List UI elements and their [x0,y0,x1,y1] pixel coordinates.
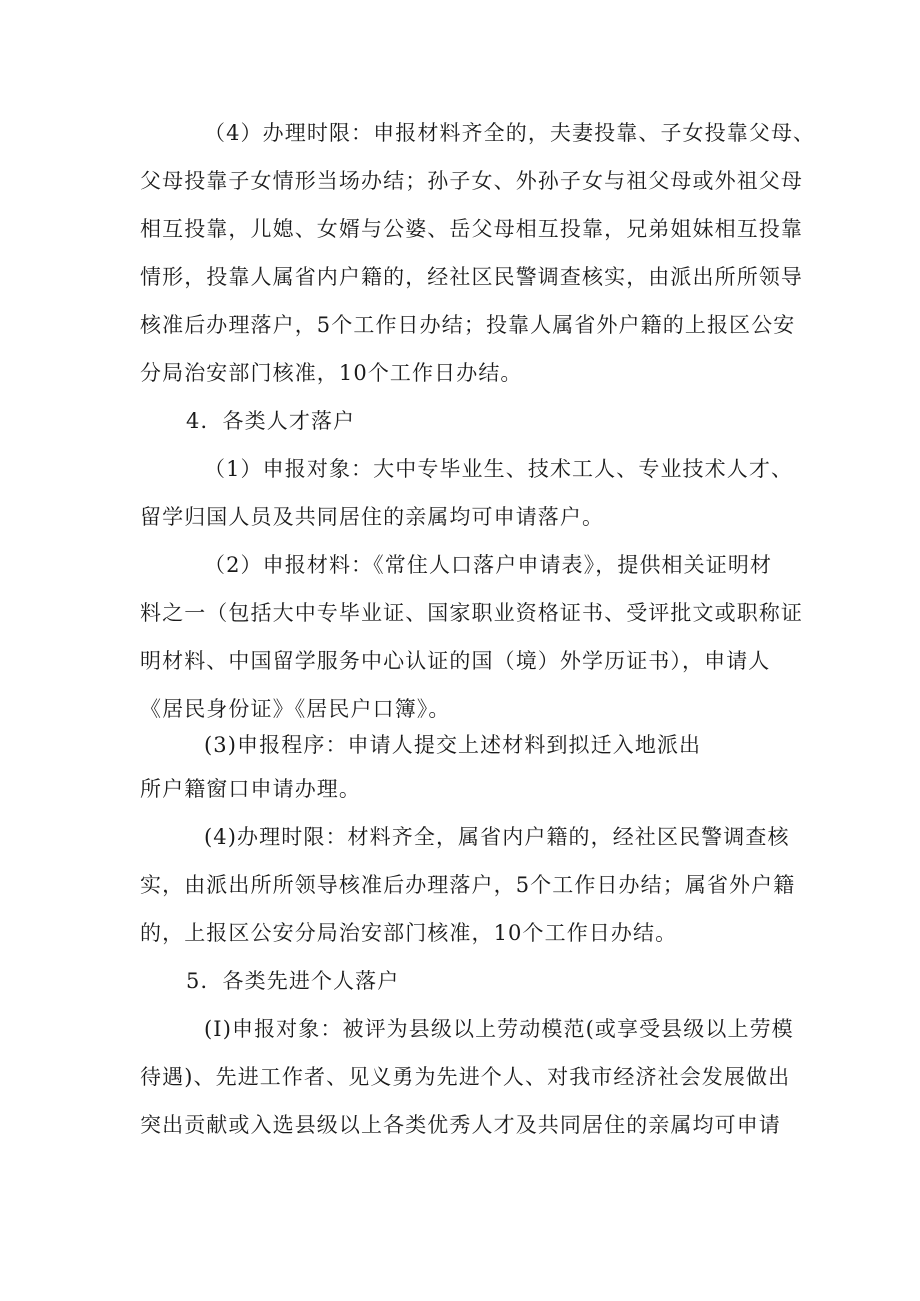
text-line: 的，上报区公安分局治安部门核准，10个工作日办结。 [140,921,678,945]
text-line: 所户籍窗口申请办理。 [140,777,361,801]
text-line: 情形，投靠人属省内户籍的，经社区民警调查核实，由派出所所领导 [140,265,803,289]
text-line: (4)办理时限：材料齐全，属省内户籍的，经社区民警调查核 [204,825,790,849]
text-line: (I)申报对象：被评为县级以上劳动模范(或享受县级以上劳模 [204,1017,794,1041]
text-line: 明材料、中国留学服务中心认证的国（境）外学历证书），申请人 [140,649,771,673]
text-line: (3)申报程序：申请人提交上述材料到拟迁入地派出 [204,733,702,757]
section-heading: 4．各类人才落户 [186,409,356,433]
text-line: 待遇)、先进工作者、见义勇为先进个人、对我市经济社会发展做出 [140,1065,791,1089]
text-line: 突出贡献或入选县级以上各类优秀人才及共同居住的亲属均可申请 [140,1113,781,1137]
text-line: （4）办理时限：申报材料齐全的，夫妻投靠、子女投靠父母、 [204,121,816,145]
text-line: （1）申报对象：大中专毕业生、技术工人、专业技术人才、 [204,457,794,481]
text-line: （2）申报材料：《常住人口落户申请表》，提供相关证明材 [204,553,773,577]
text-line: 核准后办理落户，5个工作日办结；投靠人属省外户籍的上报区公安 [140,313,796,337]
text-line: 实，由派出所所领导核准后办理落户，5个工作日办结；属省外户籍 [140,873,796,897]
text-line: 《居民身份证》《居民户口簿》。 [140,697,451,721]
text-line: 相互投靠，儿媳、女婿与公婆、岳父母相互投靠，兄弟姐妹相互投靠 [140,217,803,241]
text-line: 留学归国人员及共同居住的亲属均可申请落户。 [140,505,605,529]
text-line: 父母投靠子女情形当场办结；孙子女、外孙子女与祖父母或外祖父母 [140,169,803,193]
text-line: 分局治安部门核准，10个工作日办结。 [140,361,523,385]
text-line: 料之一（包括大中专毕业证、国家职业资格证书、受评批文或职称证 [140,601,803,625]
section-heading: 5．各类先进个人落户 [186,969,400,993]
